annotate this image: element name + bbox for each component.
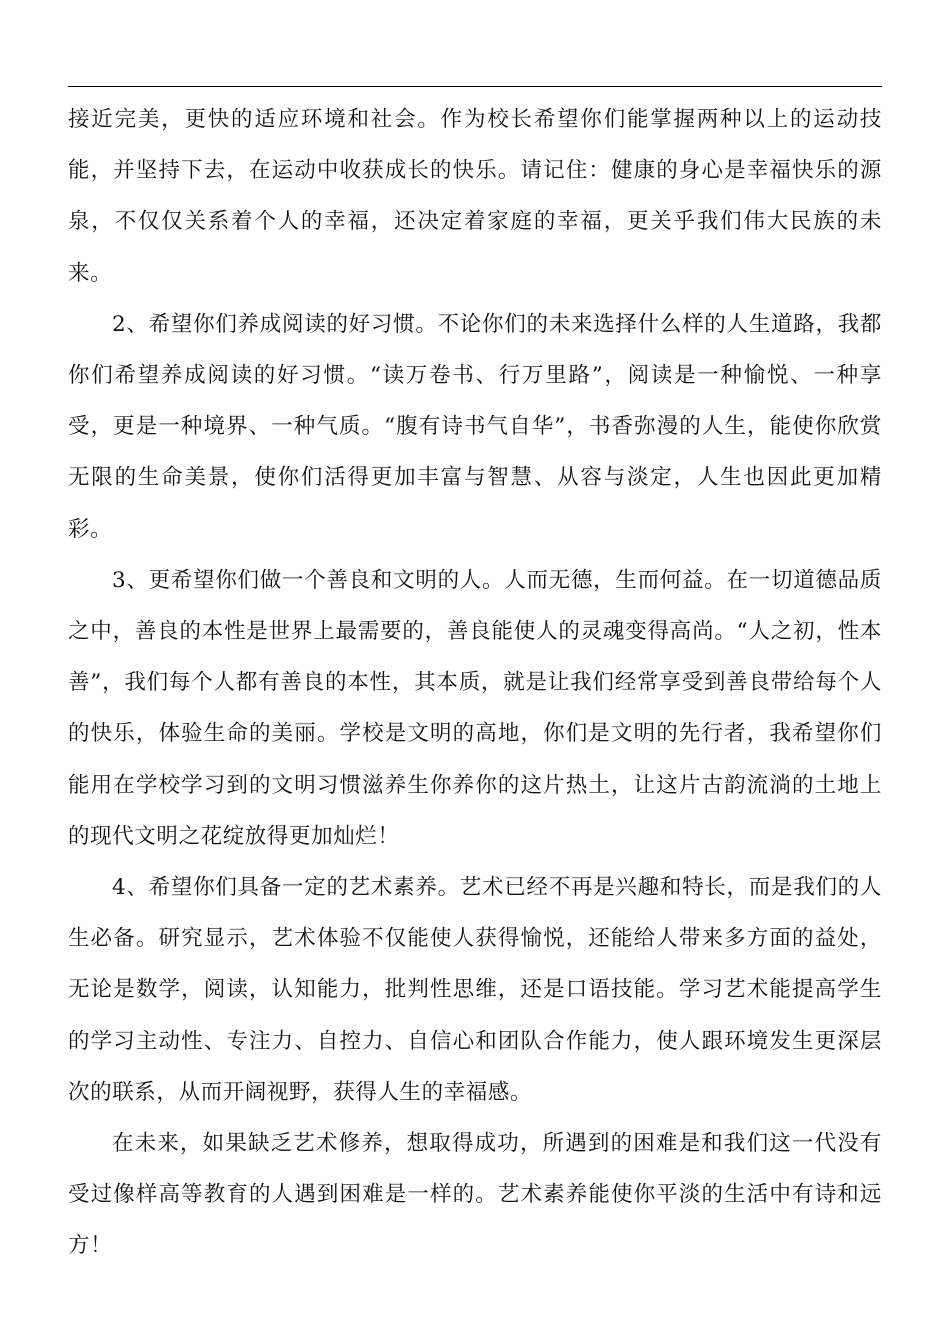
- header-rule: [68, 86, 882, 87]
- paragraph-4: 4、希望你们具备一定的艺术素养。艺术已经不再是兴趣和特长，而是我们的人生必备。研究显示，艺术体验不仅能使人获得愉悦，还能给人带来多方面的益处，无论是数学，阅读，认知能力，批判性思维，还是口语技能。学习艺术能提高学生的学习主动性、专注力、自控力、自信心和团队合作能力，使人跟环境发生更深层次的联系，从而开阔视野，获得人生的幸福感。: [68, 875, 882, 1105]
- paragraph-2: 2、希望你们养成阅读的好习惯。不论你们的未来选择什么样的人生道路，我都你们希望养成阅读的好习惯。“读万卷书、行万里路”，阅读是一种愉悦、一种享受，更是一种境界、一种气质。“腹有诗书气自华”，书香弥漫的人生，能使你欣赏无限的生命美景，使你们活得更加丰富与智慧、从容与淡定，人生也因此更加精彩。: [68, 311, 882, 542]
- document-body: [68, 94, 882, 1272]
- paragraph-3: 3、更希望你们做一个善良和文明的人。人而无德，生而何益。在一切道德品质之中，善良的本性是世界上最需要的，善良能使人的灵魂变得高尚。“人之初，性本善”，我们每个人都有善良的本性，其本质，就是让我们经常享受到善良带给每个人的快乐，体验生命的美丽。学校是文明的高地，你们是文明的先行者，我希望你们能用在学校学习到的文明习惯滋养生你养你的这片热土，让这片古韵流淌的土地上的现代文明之花绽放得更加灿烂！: [68, 567, 882, 849]
- paragraph-1: 接近完美，更快的适应环境和社会。作为校长希望你们能掌握两种以上的运动技能，并坚持下去，在运动中收获成长的快乐。请记住：健康的身心是幸福快乐的源泉，不仅仅关系着个人的幸福，还决定着家庭的幸福，更关乎我们伟大民族的未来。: [68, 107, 882, 286]
- paragraph-5: 在未来，如果缺乏艺术修养，想取得成功，所遇到的困难是和我们这一代没有受过像样高等教育的人遇到困难是一样的。艺术素养能使你平淡的生活中有诗和远方！: [68, 1131, 882, 1259]
